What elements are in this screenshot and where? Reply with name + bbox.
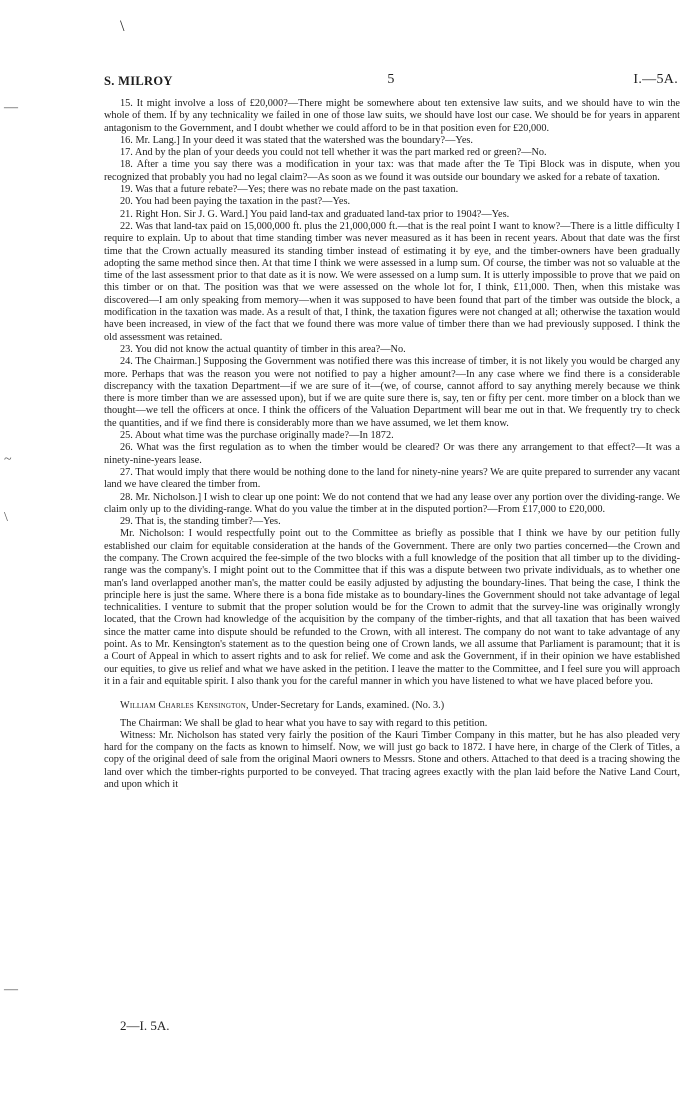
paragraph: 23. You did not know the actual quantity of timber in this area?—No. [120, 343, 406, 355]
paragraph: 22. Was that land-tax paid on 15,000,000 ft. plus the 21,000,000 ft.—that is the real point I want to know?—There is a little difficulty I require to explain. Up to about that time standing timber was never measured as it has been in recent years. About that date was the first time that the Crown actually measured its standing timber instead of estimating it by eye, and the timber-owners have been gradually adopting the same method since then. At that time I think we were assessed in a lump sum. Of course, the timber was not so valuable at the time of the last assessment prior to that date as it is now. We were assessed on a lump sum. It is utterly impossible to prove that we paid on this timber or on that. The position was that we were assessed on the whole lot for, I think, £11,000. Then, when this mistake was discovered—I am only speaking from memory—when it was supposed to have been found that part of the timber was outside the block, a modification in the taxation was made. As a result of that, I think, the taxation figures were not changed at all; otherwise the taxation would have been increased, in view of the fact that we found there was more value of timber there than we had previously supposed. I think the old assessment was retained. [104, 220, 680, 343]
paragraph: 25. About what time was the purchase originally made?—In 1872. [120, 430, 394, 442]
paragraph: 19. Was that a future rebate?—Yes; there was no rebate made on the past taxation. [120, 184, 459, 196]
header-right: I.—5A. [633, 72, 678, 87]
paragraph: 28. Mr. Nicholson.] I wish to clear up one point: We do not contend that we had any lease over any portion over the dividing-range. We claim only up to the dividing-range. What do you value the timber at in the disputed portion?—From £17,000 to £20,000. [104, 491, 680, 515]
paragraph: 26. What was the first regulation as to when the timber would be cleared? Or was there any arrangement to that effect?—It was a ninety-nine-years lease. [104, 442, 680, 466]
paragraph: 24. The Chairman.] Supposing the Government was notified there was this increase of timber, it is not likely you would be charged any more. Perhaps that was the reason you were not notified to pay a higher amount?—In any case where we find there is a considerable discrepancy with the taxation Department—if we are sure of it—(we, of course, cannot afford to say anything merely because we think there is more timber than we are assessed upon), but if we are quite sure there is, say, ten or fifty per cent. more timber on a block than we thought—we tell the officers at once. I think the officers of the Valuation Department will bear me out in that. We frequently try to check the quantities, and if we find there is considerably more than we have assumed, we let them know. [104, 356, 680, 429]
witness-name: William Charles Kensington, [120, 700, 249, 712]
paragraph: 16. Mr. Lang.] In your deed it was stated that the watershed was the boundary?—Yes. [120, 134, 473, 146]
paragraph: 15. It might involve a loss of £20,000?—There might be somewhere about ten extensive law suits, and we should have to win the whole of them. If by any technicality we failed in one of those law suits, we should have lost our case. We should be for years in apparent antagonism to the Government, and I doubt whether we could afford to be in that position even for £20,000. [104, 98, 680, 134]
witness-heading-rest: Under-Secretary for Lands, examined. (No. 3.) [248, 700, 445, 712]
paragraph: 18. After a time you say there was a modification in your tax: was that made after the Te Tipi Block was in dispute, when you recognized that probably you had no legal claim?—As soon as we found it was outside our boundary we asked for a rebate of taxation. [104, 159, 680, 183]
margin-mark: ~ [4, 452, 12, 467]
paragraph: 29. That is, the standing timber?—Yes. [120, 516, 281, 528]
paragraph: 21. Right Hon. Sir J. G. Ward.] You paid land-tax and graduated land-tax prior to 1904?—Yes. [120, 208, 510, 220]
paragraph: 20. You had been paying the taxation in the past?—Yes. [120, 196, 351, 208]
paragraph: 27. That would imply that there would be nothing done to the land for ninety-nine years? We are quite prepared to surrender any vacant land we have cleared the timber from. [104, 466, 680, 491]
paragraph: 17. And by the plan of your deeds you could not tell whether it was the part marked red or green?—No. [120, 147, 547, 159]
paragraph: Mr. Nicholson: I would respectfully point out to the Committee as briefly as possible that I think we have by our petition fully established our claim for equitable consideration at the hands of the Government. There are only two parties concerned—the Crown and the company. The Crown acquired the fee-simple of the two blocks with a full knowledge of the position that all timber up to the dividing-range was the company's. I might point out to the Committee that if this was a dispute between two private individuals, as to whether one man's land overlapped another man's, the matter could be easily adjusted by adjusting the boundary-lines. That being the case, I think the principle here is just the same. Where there is a bona fide mistake as to boundary-lines the Government should not take advantage of legal technicalities. I venture to submit that the proper solution would be for the Crown to admit that the survey-line was originally wrongly located, that the Crown had knowledge of the acquisition by the company of the timber-rights, and that all taxation that has been waived since the matter came into dispute should be refunded to the Crown, with all interest. The company do not want to take advantage of any point. As to Mr. Kensington's statement as to the question being one of Crown lands, we all assume that Parliament is paramount; that it is a Court of Appeal in which to assert rights and to ask for relief. We come and ask the Government, if in their opinion we have established our equities, to give us relief and what we have asked in the petition. I leave the matter to the Committee, and I feel sure you will approach it in a fair and equitable spirit. I also thank you for the careful manner in which you have listened to what we have placed before you. [104, 528, 680, 687]
page-number: 5 [387, 72, 395, 87]
top-mark: \ [120, 18, 125, 35]
page-header [104, 74, 678, 92]
page-footer: 2—I. 5A. [120, 1018, 170, 1033]
paragraph: Witness: Mr. Nicholson has stated very fairly the position of the Kauri Timber Company in this matter, but he has also pleaded very hard for the company on the facts as known to himself. Now, we will just go back to 1872. I have here, in charge of the Clerk of Titles, a copy of the original deed of sale from the original Maori owners to Messrs. Stone and others. Attached to that deed is a tracing showing the land over which the timber-rights purported to be conveyed. That tracing agrees exactly with the plan laid before the Native Land Court, and upon which it [104, 729, 680, 791]
margin-mark: — [4, 982, 18, 997]
margin-mark: \ [4, 510, 8, 525]
header-left: S. MILROY [104, 74, 173, 88]
margin-mark: — [4, 100, 18, 115]
page-body [104, 98, 680, 791]
witness-heading [104, 700, 680, 712]
paragraph: The Chairman: We shall be glad to hear what you have to say with regard to this petition. [120, 717, 488, 729]
